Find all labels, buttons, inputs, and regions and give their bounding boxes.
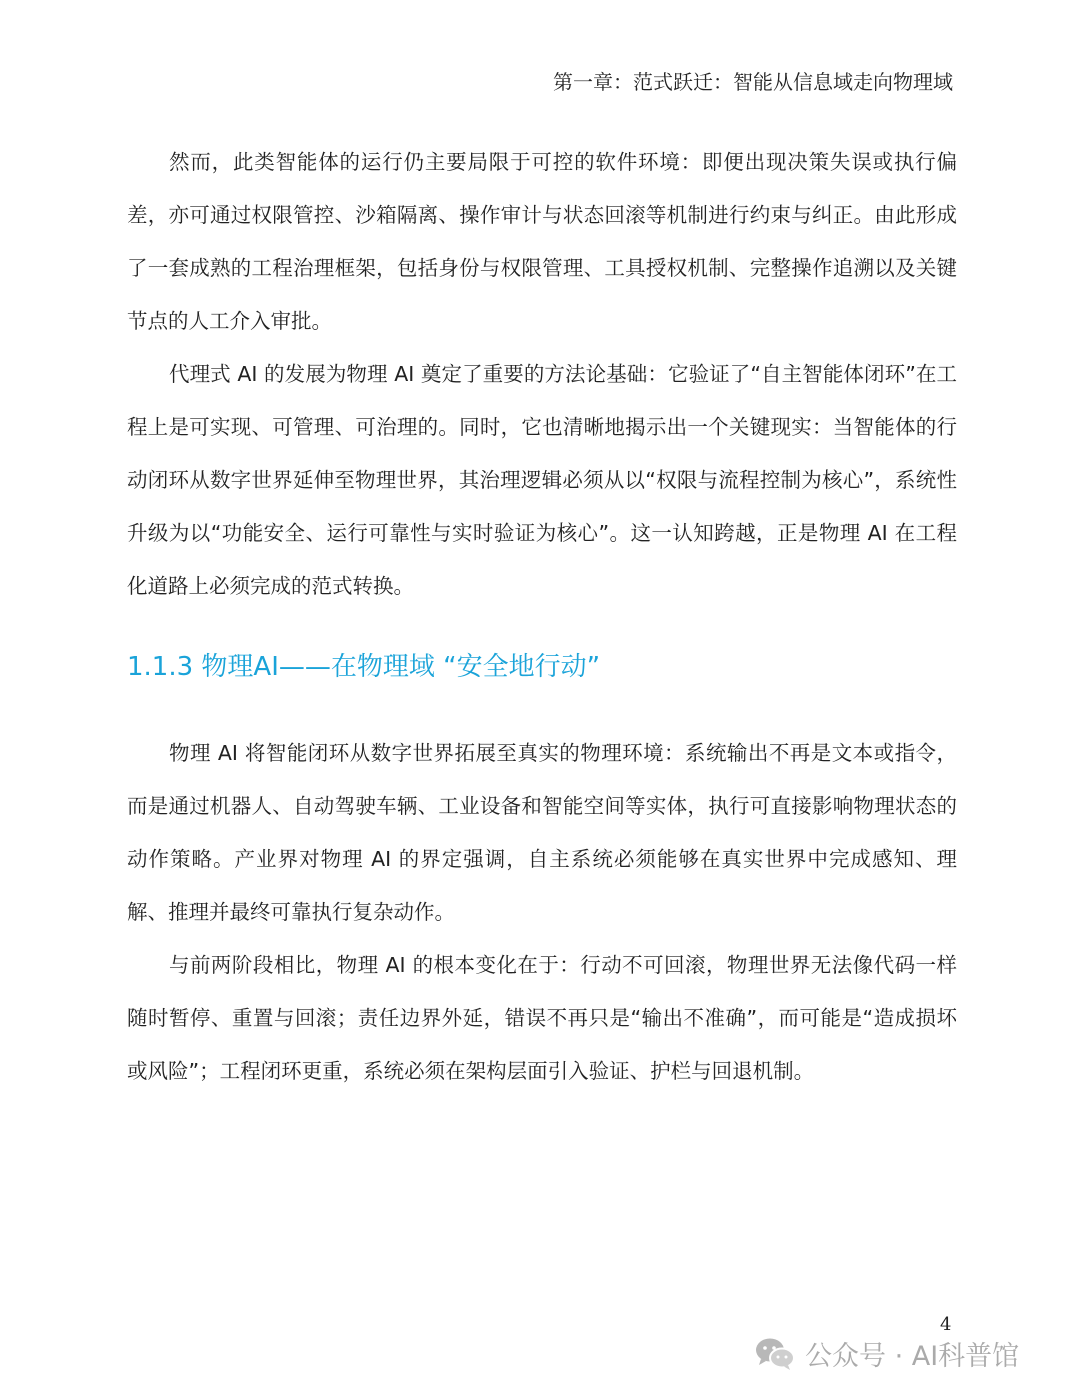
wechat-icon <box>755 1337 795 1371</box>
body-paragraph: 代理式 AI 的发展为物理 AI 奠定了重要的方法论基础：它验证了“自主智能体闭环”在工程上是可实现、可管理、可治理的。同时，它也清晰地揭示出一个关键现实：当智能体的行动闭环从数字世界延伸至物理世界，其治理逻辑必须从以“权限与流程控制为核心”，系统性升级为以“功能安全、运行可靠性与实时验证为核心”。这一认知跨越，正是物理 AI 在工程化道路上必须完成的范式转换。 <box>127 362 957 598</box>
section-heading: 1.1.3 物理AI——在物理域 “安全地行动” <box>127 652 601 682</box>
page-number: 4 <box>940 1314 952 1335</box>
chapter-header: 第一章：范式跃迁：智能从信息域走向物理域 <box>553 70 953 94</box>
watermark-text: 公众号 · AI科普馆 <box>805 1341 1020 1372</box>
body-paragraph: 物理 AI 将智能闭环从数字世界拓展至真实的物理环境：系统输出不再是文本或指令，而是通过机器人、自动驾驶车辆、工业设备和智能空间等实体，执行可直接影响物理状态的动作策略。产业界对物理 AI 的界定强调，自主系统必须能够在真实世界中完成感知、理解、推理并最终可靠执行复杂动作。 <box>127 741 957 924</box>
body-paragraph: 与前两阶段相比，物理 AI 的根本变化在于：行动不可回滚，物理世界无法像代码一样随时暂停、重置与回滚；责任边界外延，错误不再只是“输出不准确”，而可能是“造成损坏或风险”；工程闭环更重，系统必须在架构层面引入验证、护栏与回退机制。 <box>127 953 957 1083</box>
wechat-watermark <box>755 1334 1019 1373</box>
body-paragraph: 然而，此类智能体的运行仍主要局限于可控的软件环境：即便出现决策失误或执行偏差，亦可通过权限管控、沙箱隔离、操作审计与状态回滚等机制进行约束与纠正。由此形成了一套成熟的工程治理框架，包括身份与权限管理、工具授权机制、完整操作追溯以及关键节点的人工介入审批。 <box>127 150 957 333</box>
